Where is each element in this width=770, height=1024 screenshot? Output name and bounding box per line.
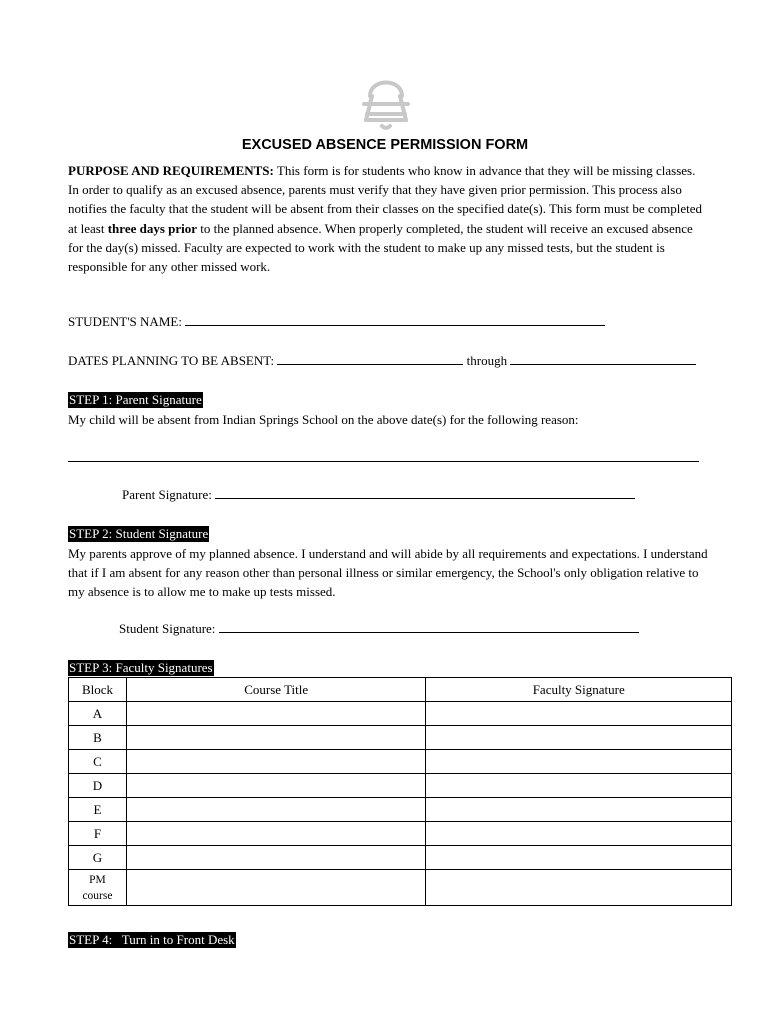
block-cell: G	[69, 846, 127, 870]
parent-signature-blank[interactable]	[215, 487, 635, 499]
course-title-cell[interactable]	[126, 726, 426, 750]
faculty-signature-cell[interactable]	[426, 870, 732, 906]
faculty-signature-cell[interactable]	[426, 726, 732, 750]
block-cell: C	[69, 750, 127, 774]
step2-text: My parents approve of my planned absence. I understand and will abide by all requirements and expectations. I understand that if I am absent for any reason other than personal illness or similar emergency, the School's only obligation relative to my absence is to allow me to make up tests missed.	[68, 546, 708, 600]
parent-signature-row	[122, 487, 635, 503]
student-name-label: STUDENT'S NAME:	[68, 314, 182, 329]
course-title-cell[interactable]	[126, 798, 426, 822]
reason-blank[interactable]	[68, 461, 699, 462]
faculty-signature-cell[interactable]	[426, 702, 732, 726]
purpose-paragraph	[68, 161, 708, 276]
block-cell: F	[69, 822, 127, 846]
date-end-blank[interactable]	[510, 353, 696, 365]
parent-signature-label: Parent Signature:	[122, 487, 212, 502]
table-row	[69, 726, 732, 750]
purpose-heading: PURPOSE AND REQUIREMENTS:	[68, 163, 274, 178]
faculty-signature-cell[interactable]	[426, 846, 732, 870]
dates-label: DATES PLANNING TO BE ABSENT:	[68, 353, 275, 368]
step3-header-wrap	[68, 659, 214, 677]
table-row-pm	[69, 870, 732, 906]
table-row	[69, 750, 732, 774]
step1-text: My child will be absent from Indian Springs School on the above date(s) for the following reason:	[68, 412, 579, 427]
course-title-cell[interactable]	[126, 870, 426, 906]
step4-header-wrap	[68, 931, 236, 949]
table-row	[69, 822, 732, 846]
course-title-cell[interactable]	[126, 846, 426, 870]
purpose-text-2: to the planned absence. When properly completed, the student will receive an excused absence for the day(s) missed. Faculty are expected to work with the student to make up any missed tests, but the student is responsible for any other missed work.	[68, 220, 693, 275]
table-row	[69, 702, 732, 726]
column-header-block: Block	[69, 678, 127, 702]
table-row	[69, 798, 732, 822]
step1-heading: STEP 1: Parent Signature	[69, 392, 202, 407]
form-title: EXCUSED ABSENCE PERMISSION FORM	[241, 137, 529, 153]
date-start-blank[interactable]	[277, 353, 463, 365]
student-name-row	[68, 314, 605, 330]
course-title-cell[interactable]	[126, 774, 426, 798]
faculty-signature-cell[interactable]	[426, 798, 732, 822]
column-header-faculty-signature: Faculty Signature	[426, 678, 732, 702]
faculty-signature-cell[interactable]	[426, 750, 732, 774]
step3-heading: STEP 3: Faculty Signatures	[69, 660, 213, 675]
faculty-signatures-table	[68, 677, 732, 906]
purpose-emphasis: three days prior	[107, 220, 198, 236]
faculty-signature-cell[interactable]	[426, 774, 732, 798]
block-cell: A	[69, 702, 127, 726]
step2-header-wrap	[68, 525, 209, 543]
table-row	[69, 774, 732, 798]
faculty-signature-cell[interactable]	[426, 822, 732, 846]
block-cell-pm	[69, 870, 127, 906]
table-header-row	[69, 678, 732, 702]
step2-heading: STEP 2: Student Signature	[69, 526, 209, 541]
block-cell: B	[69, 726, 127, 750]
step4-heading: STEP 4: Turn in to Front Desk	[69, 932, 235, 947]
course-title-cell[interactable]	[126, 702, 426, 726]
step1-header-wrap	[68, 391, 203, 409]
table-row	[69, 846, 732, 870]
block-cell: E	[69, 798, 127, 822]
student-name-blank[interactable]	[185, 314, 605, 326]
purpose-text-1: This form is for students who know in advance that they will be missing classes. In order to qualify as an excused absence, parents must verify that they have given prior permission. This process also notifies the faculty that the student will be absent from their classes on the specified date(s). This form must be completed at least	[68, 163, 703, 236]
course-title-cell[interactable]	[126, 750, 426, 774]
student-signature-label: Student Signature:	[119, 621, 216, 636]
student-signature-blank[interactable]	[219, 621, 639, 633]
column-header-course-title: Course Title	[126, 678, 426, 702]
dates-row	[68, 353, 696, 369]
student-signature-row	[119, 621, 639, 637]
bell-icon	[358, 70, 414, 132]
pm-line-2: course	[82, 889, 113, 902]
through-label: through	[466, 353, 508, 368]
block-cell: D	[69, 774, 127, 798]
course-title-cell[interactable]	[126, 822, 426, 846]
pm-line-1: PM	[89, 873, 106, 886]
